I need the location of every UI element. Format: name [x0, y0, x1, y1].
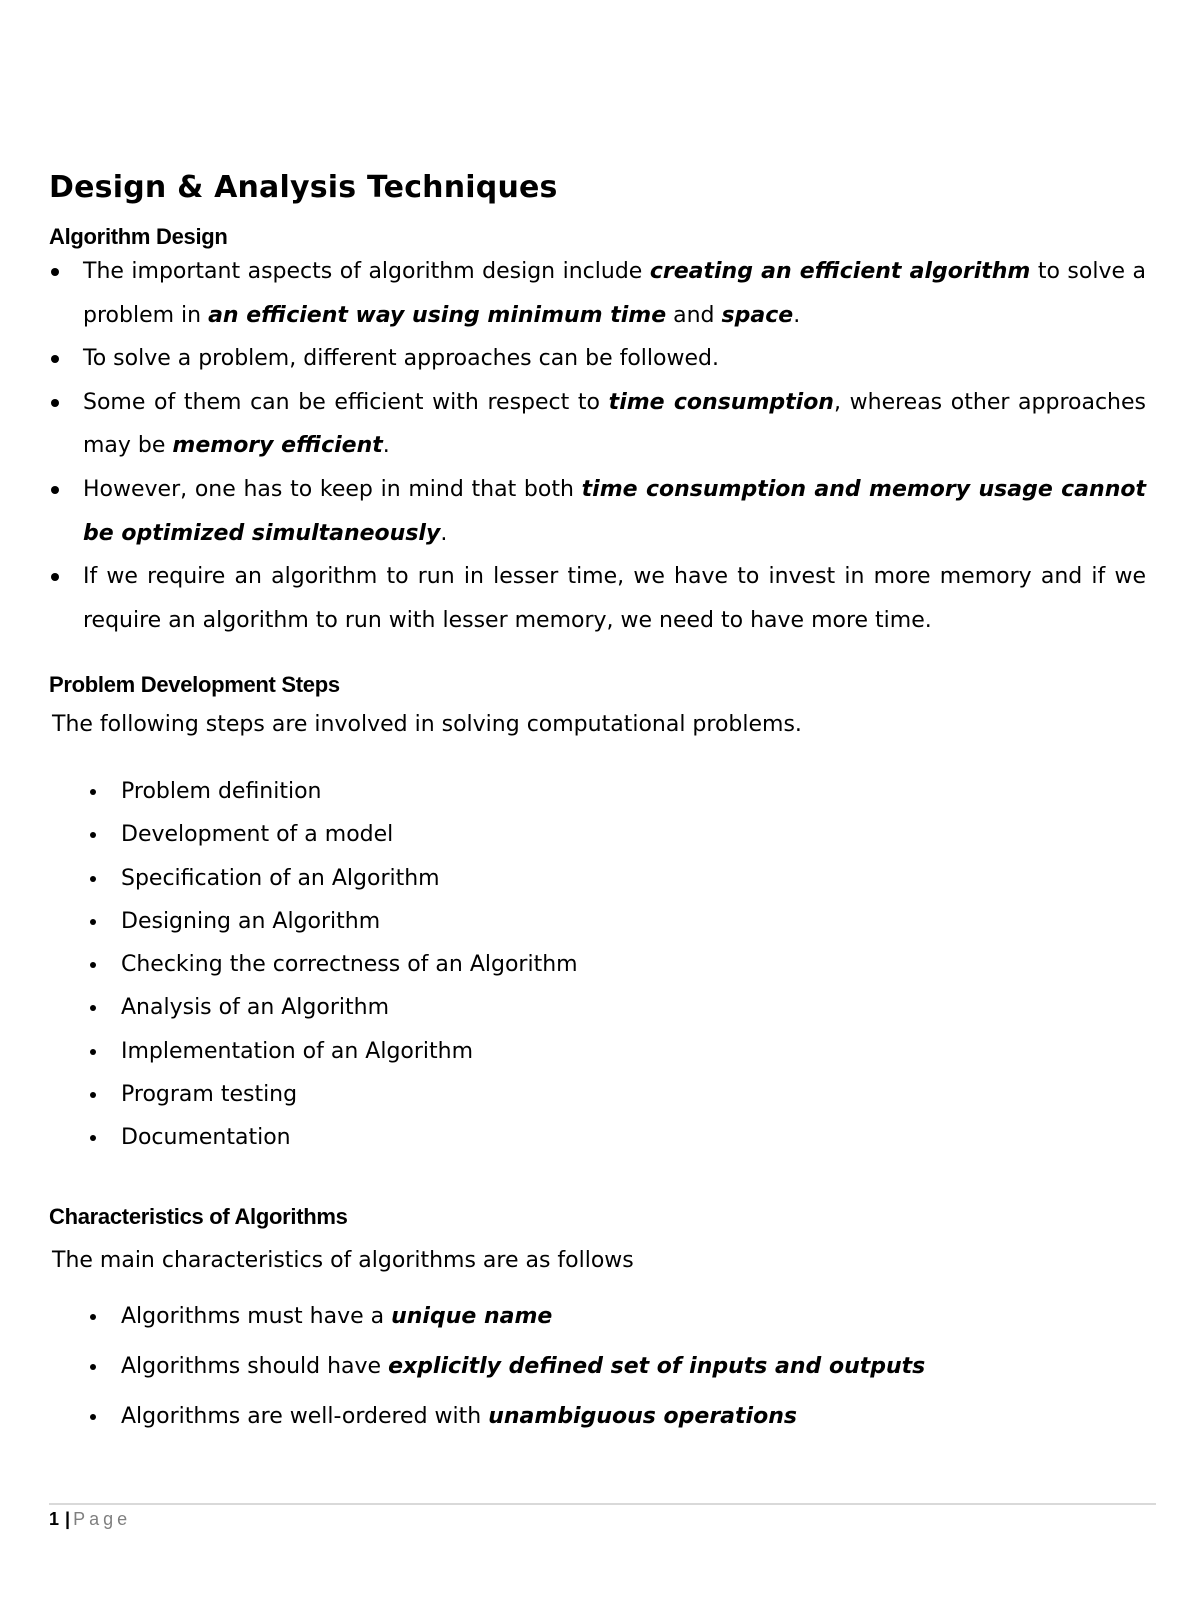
emphasis-text: unique name	[391, 1304, 553, 1329]
list-item: Algorithms must have a unique name	[83, 1292, 925, 1342]
characteristics-intro: The main characteristics of algorithms are as follows	[52, 1248, 634, 1273]
characteristics-heading: Characteristics of Algorithms	[49, 1204, 348, 1229]
list-item: If we require an algorithm to run in lesser time, we have to invest in more memory and if we require an algorithm to run with lesser memory, we need to have more time.	[49, 555, 1146, 642]
emphasis-text: memory efficient	[172, 433, 383, 459]
list-item: Program testing	[83, 1073, 578, 1116]
problem-steps-heading: Problem Development Steps	[49, 672, 340, 697]
list-item: Designing an Algorithm	[83, 900, 578, 943]
algorithm-design-heading: Algorithm Design	[49, 224, 228, 249]
footer-divider	[49, 1503, 1156, 1505]
list-item: Implementation of an Algorithm	[83, 1030, 578, 1073]
list-item: Checking the correctness of an Algorithm	[83, 943, 578, 986]
problem-steps-intro: The following steps are involved in solving computational problems.	[52, 712, 802, 737]
emphasis-text: time consumption and memory usage cannot be optimized simultaneously	[83, 476, 1146, 546]
list-item: Algorithms should have explicitly defined set of inputs and outputs	[83, 1342, 925, 1392]
list-item: The important aspects of algorithm design include creating an efficient algorithm to solve a problem in an efficient way using minimum time and space.	[49, 250, 1146, 337]
problem-steps-list	[83, 770, 578, 1160]
list-item: Analysis of an Algorithm	[83, 986, 578, 1029]
page-label: Page	[73, 1509, 132, 1529]
footer-separator: |	[65, 1509, 71, 1529]
list-item: Documentation	[83, 1116, 578, 1159]
list-item: However, one has to keep in mind that both time consumption and memory usage cannot be optimized simultaneously.	[49, 468, 1146, 555]
page-footer	[49, 1507, 131, 1531]
document-title: Design & Analysis Techniques	[49, 170, 558, 205]
page-number: 1	[49, 1509, 60, 1529]
algorithm-design-list	[49, 250, 1146, 642]
emphasis-text: creating an efficient algorithm	[649, 259, 1031, 284]
emphasis-text: time consumption	[608, 389, 834, 415]
emphasis-text: explicitly defined set of inputs and outputs	[388, 1354, 926, 1379]
emphasis-text: space	[721, 302, 794, 328]
list-item: Problem definition	[83, 770, 578, 813]
list-item: Some of them can be efficient with respect to time consumption, whereas other approaches may be memory efficient.	[49, 381, 1146, 468]
list-item: Algorithms are well-ordered with unambiguous operations	[83, 1392, 925, 1442]
emphasis-text: an efficient way using minimum time	[208, 302, 667, 328]
characteristics-list	[83, 1292, 925, 1442]
list-item: Specification of an Algorithm	[83, 857, 578, 900]
list-item: To solve a problem, different approaches can be followed.	[49, 337, 1146, 381]
list-item: Development of a model	[83, 813, 578, 856]
emphasis-text: unambiguous operations	[488, 1404, 797, 1429]
